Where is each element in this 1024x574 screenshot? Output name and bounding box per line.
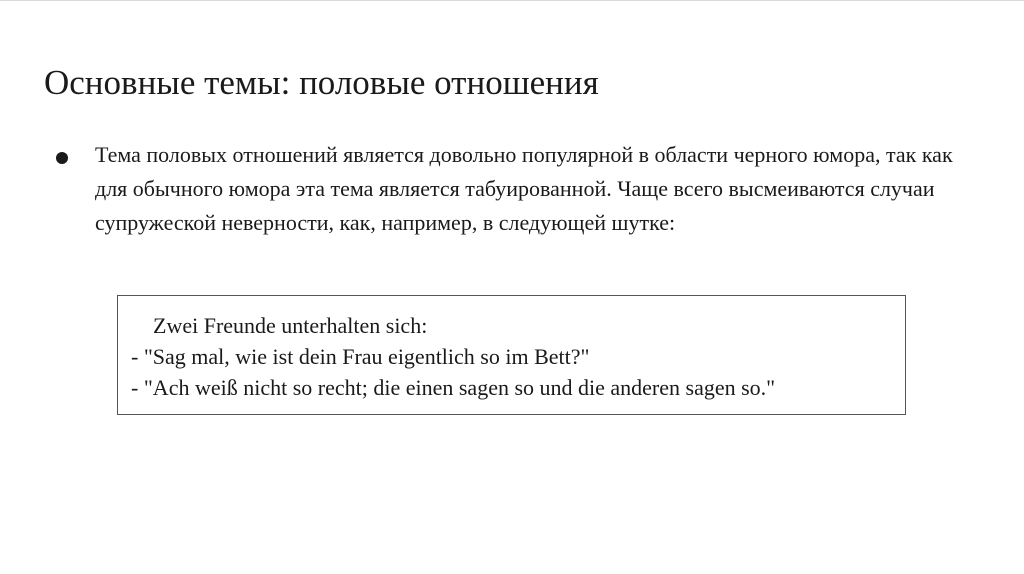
slide-top-border bbox=[0, 0, 1024, 1]
joke-line-answer: - "Ach weiß nicht so recht; die einen sagen so und die anderen sagen so." bbox=[131, 375, 776, 400]
joke-intro: Zwei Freunde unterhalten sich: bbox=[153, 313, 428, 338]
joke-line-question: - "Sag mal, wie ist dein Frau eigentlich so im Bett?" bbox=[131, 344, 590, 369]
bullet-dot-icon bbox=[56, 152, 68, 164]
bullet-text: Тема половых отношений является довольно популярной в области черного юмора, так как для обычного юмора эта тема является табуированной. Чаще всего высмеиваются случаи супружеской неверности, как, например, в следующей шутке: bbox=[95, 142, 953, 235]
bullet-item bbox=[44, 138, 964, 240]
slide-title: Основные темы: половые отношения bbox=[44, 63, 599, 102]
joke-box bbox=[117, 295, 906, 415]
bullet-list bbox=[44, 138, 964, 240]
